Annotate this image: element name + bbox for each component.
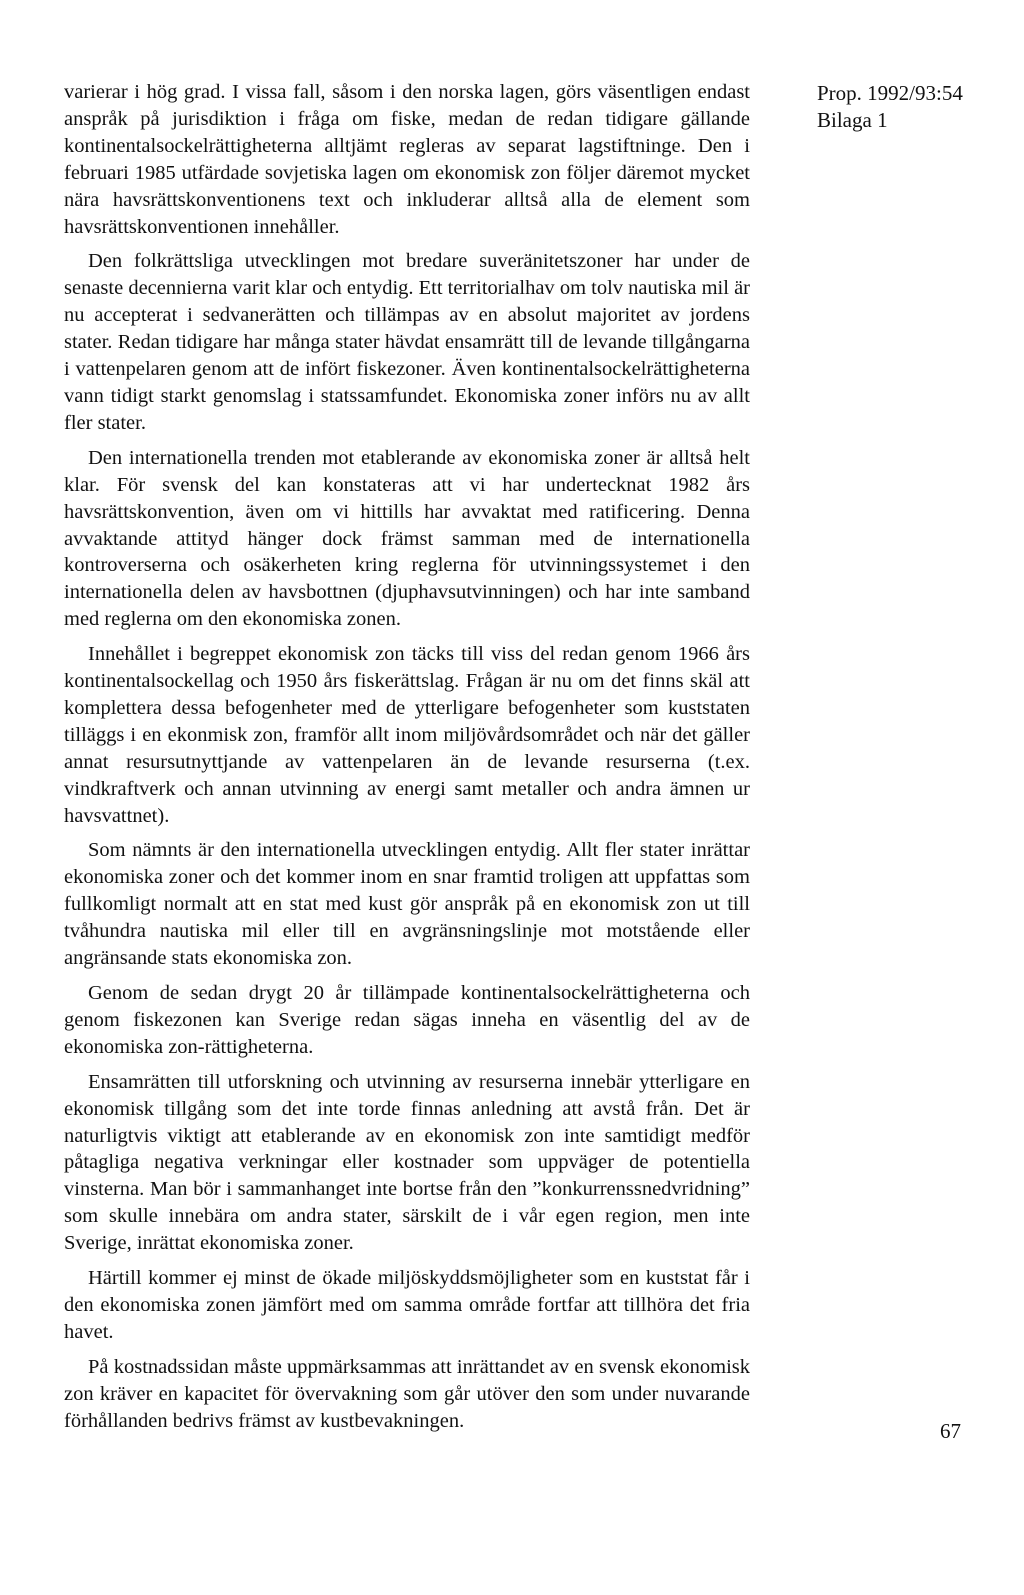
paragraph-7: Ensamrätten till utforskning och utvinning av resurserna innebär ytterligare en ekonomisk tillgång som det inte torde finnas anledning att avstå från. Det är naturligtvis viktigt att etablerande av en ekonomisk zon inte samtidigt medför påtagliga negativa verkningar eller kostnader som uppväger de potentiella vinsterna. Man bör i sammanhanget inte bortse från den ”konkurrenssnedvridning” som skulle innebära om andra stater, särskilt de i vår egen region, men inte Sverige, inrättat ekonomiska zoner. — [64, 1070, 750, 1255]
appendix-label: Bilaga 1 — [817, 108, 888, 132]
paragraph-9: På kostnadssidan måste uppmärksammas att inrättandet av en svensk ekonomisk zon kräver en kapacitet för övervakning som går utöver den som under nuvarande förhållanden bedrivs främst av kustbevakningen. — [64, 1355, 750, 1432]
paragraph-6: Genom de sedan drygt 20 år tillämpade kontinentalsockelrättigheterna och genom fiskezonen kan Sverige redan sägas inneha en väsentlig del av de ekonomiska zon-rättigheterna. — [64, 982, 750, 1058]
paragraph-1: varierar i hög grad. I vissa fall, såsom i den norska lagen, görs väsentligen endast anspråk på jurisdiktion i fråga om fiske, medan de redan tidigare gällande kontinentalsockelrättigheterna alltjämt regleras av separat lagstiftninge. Den i februari 1985 utfärdade sovjetiska lagen om ekonomisk zon följer däremot mycket nära havsrättskonventionens text och inkluderar alltså alla de element som havsrättskonventionen innehåller. — [64, 81, 750, 238]
page-number: 67 — [940, 1419, 961, 1443]
paragraph-3: Den internationella trenden mot etablerande av ekonomiska zoner är alltså helt klar. För svensk del kan konstateras att vi har undertecknat 1982 års havsrättskonvention, även om vi hittills har avvaktat med ratificering. Denna avvaktande attityd hänger dock främst samman med de internationella kontroverserna och osäkerheten kring reglerna för utvinningssystemet i den internationella delen av havsbottnen (djuphavsutvinningen) och har inte samband med reglerna om den ekonomiska zonen. — [64, 446, 750, 631]
paragraph-4: Innehållet i begreppet ekonomisk zon täcks till viss del redan genom 1966 års kontinentalsockellag och 1950 års fiskerättslag. Frågan är nu om det finns skäl att komplettera dessa befogenheter med de ytterligare befogenheter som kuststaten tilläggs i en ekonmisk zon, framför allt inom miljövårdsområdet och när det gäller annat resursutnyttjande av vattenpelaren än de levande resurserna (t.ex. vindkraftverk och annan utvinning av energi samt metaller och andra ämnen ur havsvattnet). — [64, 643, 750, 827]
margin-reference — [817, 80, 997, 134]
proposition-number: Prop. 1992/93:54 — [817, 81, 963, 105]
paragraph-2: Den folkrättsliga utvecklingen mot bredare suveränitetszoner har under de senaste decennierna varit klar och entydig. Ett territorialhav om tolv nautiska mil är nu accepterat i sedvanerätten och tillämpas av en absolut majoritet av jordens stater. Redan tidigare har många stater hävdat ensamrätt till de levande tillgångarna i vattenpelaren genom att de infört fiskezoner. Även kontinentalsockelrättigheterna vann tidigt starkt genomslag i statssamfundet. Ekonomiska zoner införs nu av allt fler stater. — [64, 250, 750, 434]
body-text — [64, 79, 750, 1443]
paragraph-8: Härtill kommer ej minst de ökade miljöskyddsmöjligheter som en kuststat får i den ekonomiska zonen jämfört med om samma område fortfar att tillhöra det fria havet. — [64, 1267, 750, 1343]
paragraph-5: Som nämnts är den internationella utvecklingen entydig. Allt fler stater inrättar ekonomiska zoner och det kommer inom en snar framtid troligen att uppfattas som fullkomligt normalt att en stat med kust gör anspråk på en ekonomisk zon ut till tvåhundra nautiska mil eller till en avgränsningslinje mot motstående eller angränsande stats ekonomiska zon. — [64, 839, 750, 970]
